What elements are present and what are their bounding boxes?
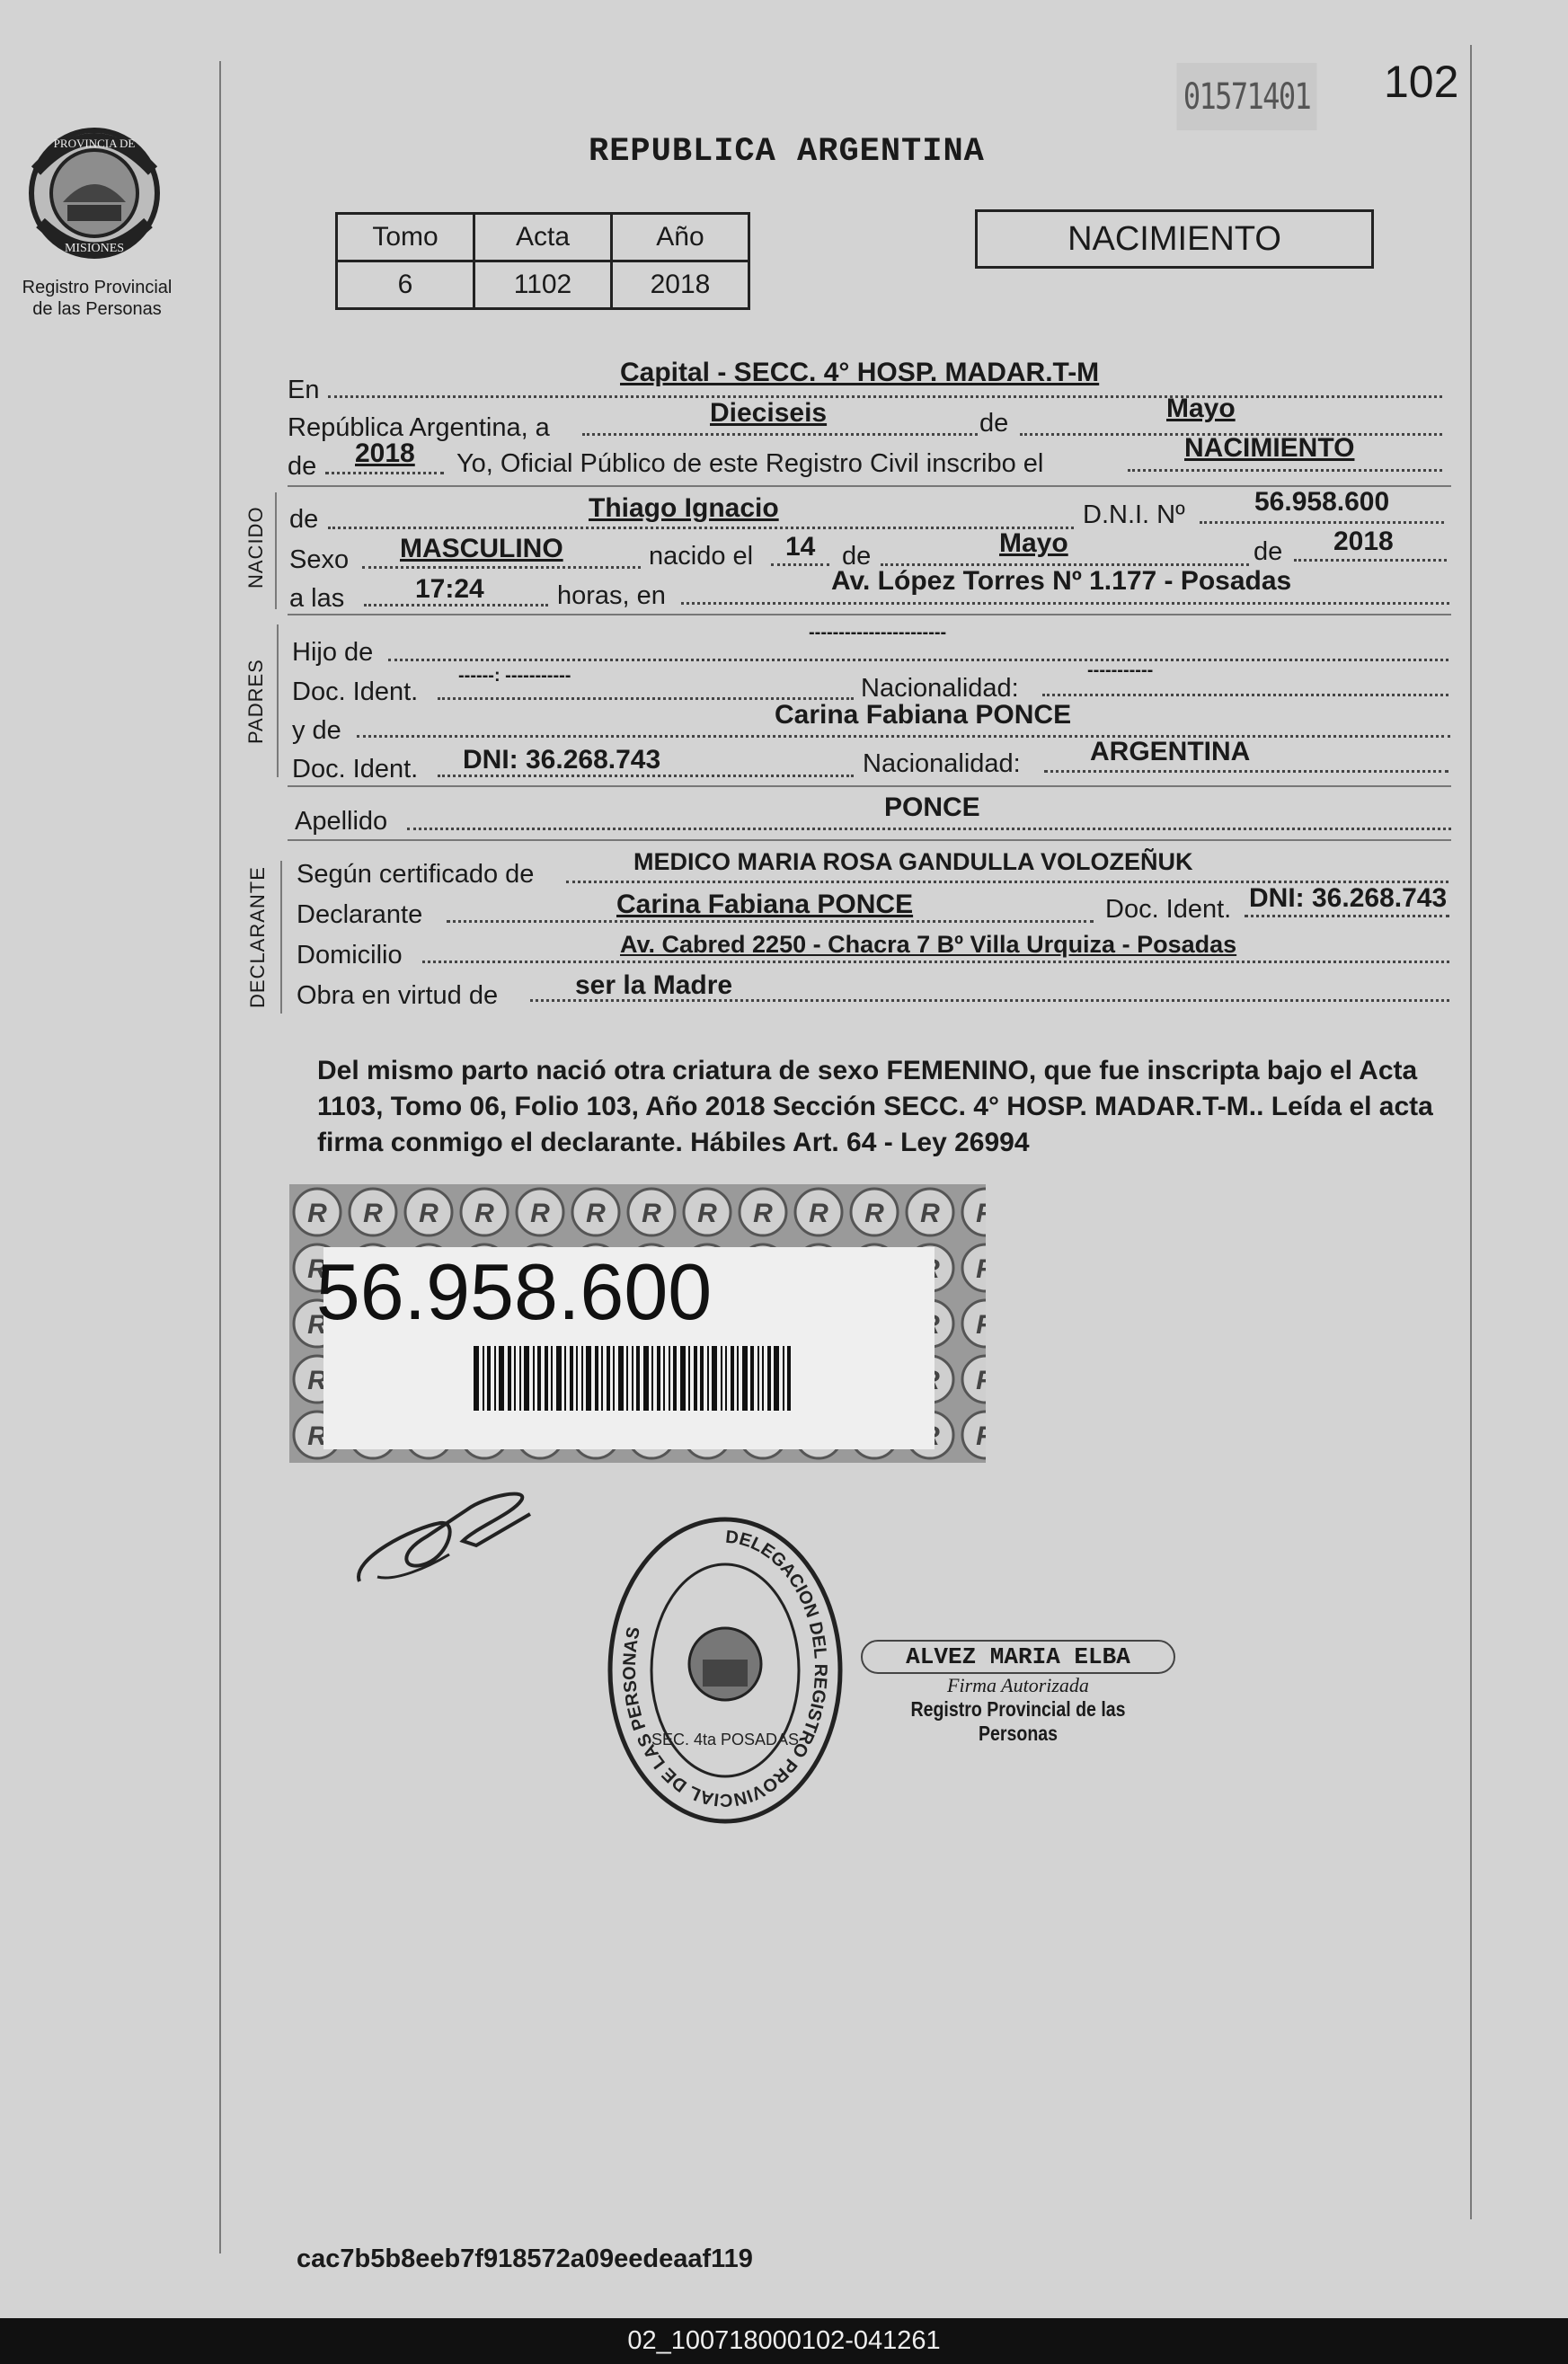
document-type-box: NACIMIENTO [975,209,1374,269]
hijo-label: Hijo de [292,638,374,667]
dotted-line [582,433,978,436]
observation-note: Del mismo parto nació otra criatura de sexo FEMENINO, que fue inscripta bajo el Acta 1103, Tomo 06, Folio 103, Año 2018 Sección SECC. 4° HOSP. MADAR.T-M.. Leída el acta firma conmigo el declarante. Hábiles Art. 64 - Ley 26994 [317,1056,1433,1157]
section-divider [288,614,1451,615]
declarante-name-value: Carina Fabiana PONCE [616,890,914,919]
dotted-line [357,735,1450,738]
barcode-bar [688,1346,690,1411]
child-dni-value: 56.958.600 [1254,487,1390,517]
barcode-bar [731,1346,734,1411]
barcode-bar [643,1346,649,1411]
day-value: Dieciseis [710,398,828,428]
authorized-signature-block [861,1640,1175,1746]
doc-ident-label: Doc. Ident. [292,677,419,706]
mother-doc-value: DNI: 36.268.743 [463,745,661,775]
padres-section-label: PADRES [244,659,267,744]
en-label: En [288,376,320,404]
authorized-office: Registro Provincial de las Personas [910,1697,1126,1745]
dotted-line [771,563,829,566]
barcode-bar [750,1346,754,1411]
month-value: Mayo [1166,394,1236,423]
barcode-bar [712,1346,717,1411]
year-prefix-label: de [288,452,317,481]
alas-label: a las [289,584,345,613]
nacido-label: nacido el [649,542,754,571]
apellido-value: PONCE [884,792,980,822]
barcode-bar [607,1346,610,1411]
birth-month-value: Mayo [999,528,1068,558]
birth-year-value: 2018 [1333,527,1394,556]
barcode-bar [487,1346,491,1411]
de-label: de [979,409,1009,438]
handwritten-signature [341,1474,548,1608]
tomo-header: Tomo [337,214,474,261]
child-name-value: Thiago Ignacio [589,493,779,523]
de-label: de [1254,537,1283,566]
barcode-bar [551,1346,553,1411]
acta-header: Acta [474,214,612,261]
barcode-bar [601,1346,603,1411]
barcode-bar [721,1346,722,1411]
tomo-value: 6 [337,261,474,309]
right-margin-line [1470,45,1472,2219]
horas-label: horas, en [557,581,666,610]
birth-time-value: 17:24 [415,574,484,604]
barcode-bar [576,1346,578,1411]
certificado-label: Según certificado de [297,860,535,889]
barcode-bar [570,1346,573,1411]
sexo-label: Sexo [289,545,350,574]
logo-caption-line1: Registro Provincial [22,278,173,297]
authorized-role: Firma Autorizada [947,1674,1089,1696]
left-margin-line [219,61,221,2253]
footer-id: 02_100718000102-041261 [627,2326,941,2355]
misiones-emblem-logo [18,117,171,270]
republica-label: República Argentina, a [288,413,550,442]
barcode-bar [737,1346,739,1411]
dotted-line [1245,915,1449,917]
barcode-bar [783,1346,784,1411]
barcode-bar [613,1346,615,1411]
barcode-bar [519,1346,521,1411]
nacido-section-label: NACIDO [244,506,267,589]
dotted-line [1200,521,1444,524]
dotted-line [1042,694,1448,696]
barcode-bar [757,1346,759,1411]
certificado-value: MEDICO MARIA ROSA GANDULLA VOLOZEÑUK [633,848,1193,875]
authorized-name: ALVEZ MARIA ELBA [861,1640,1175,1674]
stamp-ring-text: DELEGACION DEL REGISTRO PROVINCIAL DE LAS PERSONAS [619,1527,831,1811]
anio-value: 2018 [612,261,749,309]
barcode-bar [787,1346,791,1411]
barcode-bar [508,1346,511,1411]
birth-address-value: Av. López Torres Nº 1.177 - Posadas [831,566,1292,596]
domicilio-label: Domicilio [297,941,403,970]
nacionalidad-label: Nacionalidad: [861,674,1019,703]
section-divider [288,839,1451,841]
barcode-bar [636,1346,640,1411]
barcode-bar [537,1346,541,1411]
doc-ident-label: Doc. Ident. [292,755,419,784]
barcode-bar [494,1346,496,1411]
mother-name-value: Carina Fabiana PONCE [775,700,1072,730]
barcode-bar [564,1346,566,1411]
mother-nacionalidad-value: ARGENTINA [1090,737,1251,766]
barcode-bar [742,1346,748,1411]
barcode [474,1346,791,1411]
barcode-bar [514,1346,516,1411]
dotted-line [328,395,1442,398]
barcode-bar [651,1346,653,1411]
domicilio-value: Av. Cabred 2250 - Chacra 7 Bº Villa Urquiza - Posadas [620,931,1237,958]
section-divider [288,785,1451,787]
barcode-bar [669,1346,670,1411]
dotted-line [388,659,1448,661]
sexo-value: MASCULINO [400,534,563,563]
father-value: ----------------------- [809,623,947,642]
nacionalidad-label: Nacionalidad: [863,749,1021,778]
barcode-bar [581,1346,583,1411]
barcode-bar [725,1346,727,1411]
barcode-bar [626,1346,628,1411]
dni-label: D.N.I. Nº [1083,500,1185,529]
dotted-line [328,527,1074,529]
section-bracket [277,624,279,777]
barcode-bar [673,1346,677,1411]
barcode-bar [556,1346,562,1411]
barcode-bar [545,1346,548,1411]
barcode-bar [586,1346,591,1411]
barcode-bar [762,1346,764,1411]
serial-number: 01571401 [1177,63,1317,130]
barcode-bar [767,1346,771,1411]
dni-number-sticker [289,1184,986,1463]
emblem-bottom-text: MISIONES [64,242,125,255]
dotted-line [422,961,1449,963]
barcode-bar [499,1346,504,1411]
section-bracket [280,861,282,1014]
barcode-bar [533,1346,535,1411]
declarante-doc-label: Doc. Ident. [1105,895,1232,924]
father-doc-value: ------: ----------- [458,666,571,686]
barcode-bar [663,1346,665,1411]
folio-number: 102 [1384,57,1459,107]
country-title: REPUBLICA ARGENTINA [589,133,985,171]
emblem-top-text: PROVINCIA DE [53,137,136,150]
declarante-section-label: DECLARANTE [246,866,269,1008]
barcode-bar [483,1346,484,1411]
record-table [335,212,750,310]
father-nacionalidad-value: ----------- [1087,660,1154,680]
section-bracket [275,492,277,609]
dotted-line [325,472,444,474]
de-label: de [842,542,872,571]
barcode-bar [595,1346,598,1411]
footer-id-bar [0,2318,1568,2364]
stamp-inner-text: SEC. 4ta POSADAS [651,1731,800,1749]
dotted-line [447,920,1094,923]
year-value: 2018 [355,438,415,468]
barcode-bar [524,1346,529,1411]
declarante-label: Declarante [297,900,423,929]
barcode-bar [694,1346,697,1411]
dotted-line [1044,770,1448,773]
dotted-line [1294,559,1447,562]
dotted-line [362,566,641,569]
dotted-line [407,828,1451,830]
apellido-label: Apellido [295,807,388,836]
barcode-bar [632,1346,633,1411]
dotted-line [681,602,1449,605]
logo-caption [7,277,187,320]
act-value: NACIMIENTO [1184,433,1355,463]
obra-value: ser la Madre [575,970,733,1000]
document-hash: cac7b5b8eeb7f918572a09eedeaaf119 [297,2244,753,2273]
clause-text: Yo, Oficial Público de este Registro Civil inscribo el [456,449,1044,478]
dni-sticker-number: 56.958.600 [315,1247,713,1336]
obra-label: Obra en virtud de [297,981,499,1010]
de-label: de [289,505,319,534]
barcode-bar [474,1346,479,1411]
barcode-bar [618,1346,624,1411]
barcode-bar [707,1346,709,1411]
declarante-doc-value: DNI: 36.268.743 [1249,883,1448,913]
place-value: Capital - SECC. 4° HOSP. MADAR.T-M [620,358,1100,387]
logo-caption-line2: de las Personas [32,299,162,319]
birth-day-value: 14 [785,532,816,562]
barcode-bar [774,1346,779,1411]
official-stamp [604,1511,846,1830]
acta-value: 1102 [474,261,612,309]
barcode-bar [657,1346,660,1411]
barcode-bar [700,1346,704,1411]
yde-label: y de [292,716,341,745]
dotted-line [1128,469,1442,472]
anio-header: Año [612,214,749,261]
barcode-bar [680,1346,686,1411]
